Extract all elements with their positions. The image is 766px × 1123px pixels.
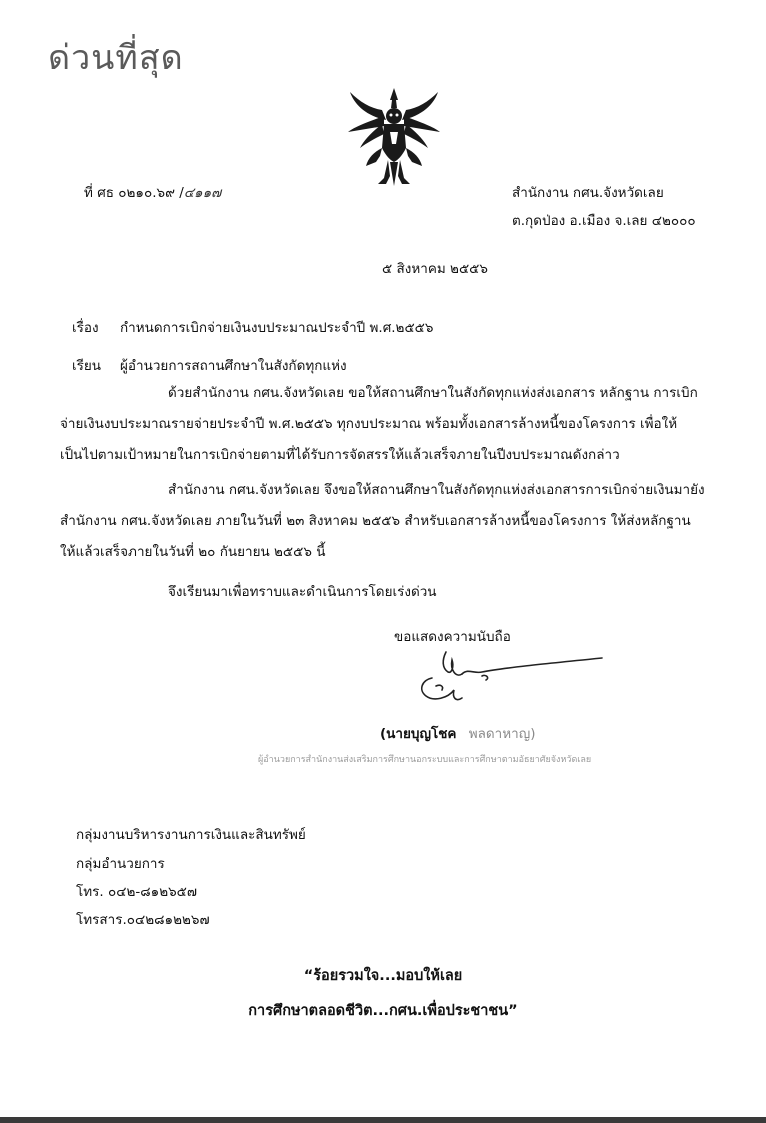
subject-text: กำหนดการเบิกจ่ายเงินงบประมาณประจำปี พ.ศ.๒๕๕๖ [120, 320, 434, 336]
signatory-title: ผู้อำนวยการสำนักงานส่งเสริมการศึกษานอกระบบและการศึกษาตามอัธยาศัยจังหวัดเลย [258, 755, 592, 765]
body-paragraph-2 [60, 475, 710, 568]
subject-label: เรื่อง [72, 320, 99, 336]
reference-number-printed: ที่ ศธ ๐๒๑๐.๖๙ / [84, 185, 184, 201]
handwritten-signature [412, 646, 612, 710]
office-name: สำนักงาน กศน.จังหวัดเลย [512, 185, 664, 201]
contact-phone: โทร. ๐๔๒-๘๑๒๖๕๗ [76, 884, 198, 900]
letter-date: ๕ สิงหาคม ๒๕๕๖ [382, 261, 488, 277]
signatory-name-last: พลดาหาญ) [468, 726, 536, 742]
reference-number-handwritten: ๔๑๑๗ [183, 185, 222, 201]
recipient-text: ผู้อำนวยการสถานศึกษาในสังกัดทุกแห่ง [120, 358, 347, 374]
body-paragraph-1 [60, 378, 710, 471]
contact-fax: โทรสาร.๐๔๒๘๑๒๒๖๗ [76, 912, 210, 928]
slogan-line-1: “ร้อยรวมใจ...มอบให้เลย [303, 968, 463, 984]
garuda-emblem-icon [346, 86, 442, 190]
contact-group: กลุ่มอำนวยการ [76, 856, 165, 872]
office-address: ต.กุดป่อง อ.เมือง จ.เลย ๔๒๐๐๐ [512, 213, 696, 229]
closing-sentence: จึงเรียนมาเพื่อทราบและดำเนินการโดยเร่งด่วน [168, 584, 437, 600]
paragraph-line: ด้วยสำนักงาน กศน.จังหวัดเลย ขอให้สถานศึกษาในสังกัดทุกแห่งส่งเอกสาร หลักฐาน การเบิก [168, 385, 698, 401]
signatory-name [380, 722, 535, 744]
reference-number [84, 181, 221, 203]
recipient-label: เรียน [72, 358, 102, 374]
contact-department: กลุ่มงานบริหารงานการเงินและสินทรัพย์ [76, 827, 306, 843]
paragraph-line: สำนักงาน กศน.จังหวัดเลย ภายในวันที่ ๒๓ สิงหาคม ๒๕๕๖ สำหรับเอกสารล้างหนี้ของโครงการ ให้ส่งหลักฐาน [60, 513, 691, 529]
paragraph-line: จ่ายเงินงบประมาณรายจ่ายประจำปี พ.ศ.๒๕๕๖ ทุกงบประมาณ พร้อมทั้งเอกสารล้างหนี้ของโครงการ เพื่อให้ [60, 416, 678, 432]
closing-salutation: ขอแสดงความนับถือ [394, 629, 511, 645]
signatory-name-first: (นายบุญโชค [380, 726, 457, 742]
paragraph-line: เป็นไปตามเป้าหมายในการเบิกจ่ายตามที่ได้รับการจัดสรรให้แล้วเสร็จภายในปีงบประมาณดังกล่าว [60, 447, 620, 463]
urgent-stamp: ด่วนที่สุด [48, 38, 184, 78]
paragraph-line: ให้แล้วเสร็จภายในวันที่ ๒๐ กันยายน ๒๕๕๖ นี้ [60, 544, 326, 560]
scan-bottom-edge [0, 1117, 766, 1123]
slogan-line-2: การศึกษาตลอดชีวิต...กศน.เพื่อประชาชน” [248, 1003, 518, 1019]
paragraph-line: สำนักงาน กศน.จังหวัดเลย จึงขอให้สถานศึกษาในสังกัดทุกแห่งส่งเอกสารการเบิกจ่ายเงินมายัง [168, 482, 705, 498]
